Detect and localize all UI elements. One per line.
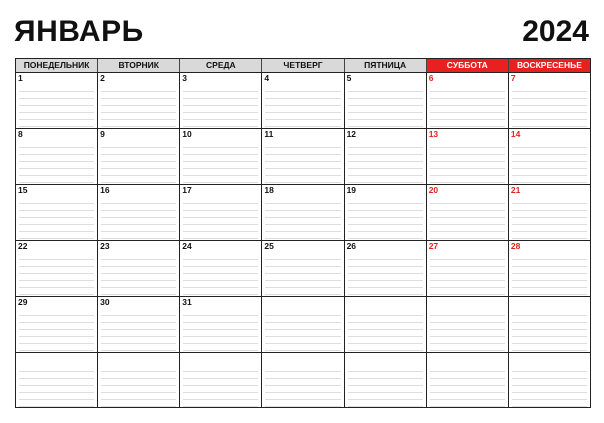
day-cell[interactable] <box>262 185 344 240</box>
day-number: 20 <box>428 185 439 195</box>
calendar-grid <box>15 58 591 408</box>
day-cell[interactable] <box>16 129 98 184</box>
day-cell[interactable] <box>98 73 180 128</box>
day-cell[interactable] <box>427 73 509 128</box>
day-cell[interactable] <box>427 353 509 408</box>
weekday-header: ВОСКРЕСЕНЬЕ <box>509 59 590 72</box>
day-cell[interactable] <box>98 241 180 296</box>
day-number: 26 <box>346 241 357 251</box>
day-cell[interactable] <box>509 297 590 352</box>
day-number: 24 <box>182 241 192 251</box>
day-number: 14 <box>510 129 521 139</box>
day-number: 25 <box>264 241 274 251</box>
day-number: 23 <box>100 241 110 251</box>
day-cell[interactable] <box>427 129 509 184</box>
day-cell[interactable] <box>509 241 590 296</box>
day-cell[interactable] <box>180 185 262 240</box>
day-cell[interactable] <box>262 297 344 352</box>
day-number: 31 <box>182 297 192 307</box>
day-cell[interactable] <box>180 129 262 184</box>
day-number: 30 <box>100 297 110 307</box>
day-cell[interactable] <box>345 353 427 408</box>
day-number: 11 <box>264 129 274 139</box>
day-number: 16 <box>100 185 110 195</box>
day-cell[interactable] <box>180 353 262 408</box>
day-cell[interactable] <box>180 241 262 296</box>
day-cell[interactable] <box>16 185 98 240</box>
day-cell[interactable] <box>345 241 427 296</box>
day-number: 9 <box>100 129 105 139</box>
weekday-header: ЧЕТВЕРГ <box>262 59 344 72</box>
day-cell[interactable] <box>509 129 590 184</box>
weekday-header: ПОНЕДЕЛЬНИК <box>16 59 98 72</box>
day-number: 1 <box>18 73 23 83</box>
weekday-header: ПЯТНИЦА <box>345 59 427 72</box>
day-cell[interactable] <box>509 73 590 128</box>
day-number: 5 <box>346 73 352 83</box>
day-cell[interactable] <box>180 73 262 128</box>
day-number: 29 <box>18 297 28 307</box>
week-row <box>16 241 590 297</box>
day-cell[interactable] <box>427 297 509 352</box>
day-cell[interactable] <box>16 353 98 408</box>
day-cell[interactable] <box>427 241 509 296</box>
week-row <box>16 129 590 185</box>
day-number: 17 <box>182 185 192 195</box>
day-number: 6 <box>428 73 434 83</box>
day-number: 21 <box>510 185 521 195</box>
day-cell[interactable] <box>98 129 180 184</box>
day-cell[interactable] <box>509 185 590 240</box>
week-row <box>16 297 590 353</box>
day-number: 18 <box>264 185 274 195</box>
day-number: 19 <box>346 185 357 195</box>
day-number: 8 <box>18 129 23 139</box>
day-number: 3 <box>182 73 188 83</box>
day-cell[interactable] <box>345 129 427 184</box>
year-title: 2024 <box>522 15 589 48</box>
week-row <box>16 353 590 408</box>
weekday-header-row <box>16 59 590 73</box>
day-cell[interactable] <box>345 297 427 352</box>
weekday-header: ВТОРНИК <box>98 59 180 72</box>
day-cell[interactable] <box>16 73 98 128</box>
day-cell[interactable] <box>98 185 180 240</box>
day-cell[interactable] <box>98 353 180 408</box>
day-number: 2 <box>100 73 105 83</box>
weekday-header: СРЕДА <box>180 59 262 72</box>
day-number: 7 <box>510 73 516 83</box>
day-cell[interactable] <box>16 297 98 352</box>
day-number: 13 <box>428 129 439 139</box>
weeks-container <box>16 73 590 407</box>
day-number: 10 <box>182 129 192 139</box>
day-number: 12 <box>346 129 357 139</box>
day-number: 28 <box>510 241 521 251</box>
day-cell[interactable] <box>16 241 98 296</box>
day-cell[interactable] <box>509 353 590 408</box>
day-cell[interactable] <box>427 185 509 240</box>
day-cell[interactable] <box>262 73 344 128</box>
day-number: 22 <box>18 241 28 251</box>
weekday-header: СУББОТА <box>427 59 509 72</box>
day-cell[interactable] <box>262 241 344 296</box>
day-cell[interactable] <box>345 185 427 240</box>
day-number: 4 <box>264 73 270 83</box>
day-cell[interactable] <box>262 129 344 184</box>
month-title: ЯНВАРЬ <box>14 15 144 48</box>
day-cell[interactable] <box>180 297 262 352</box>
day-number: 27 <box>428 241 439 251</box>
day-cell[interactable] <box>262 353 344 408</box>
week-row <box>16 73 590 129</box>
day-cell[interactable] <box>98 297 180 352</box>
week-row <box>16 185 590 241</box>
day-number: 15 <box>18 185 28 195</box>
day-cell[interactable] <box>345 73 427 128</box>
